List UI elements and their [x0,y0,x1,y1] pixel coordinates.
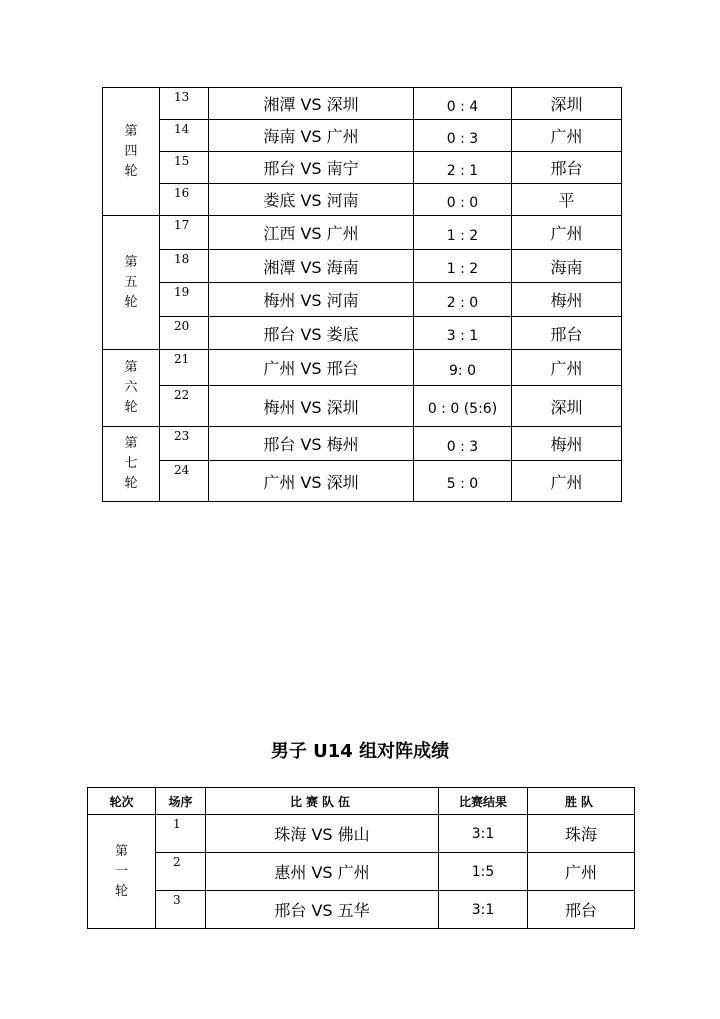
match-number: 16 [160,184,209,216]
match-teams: 广州 VS 深圳 [209,461,414,502]
table-row [103,216,622,250]
match-score: 3:1 [439,891,528,929]
header-round: 轮次 [88,788,156,815]
match-score: 0 : 0 [414,184,512,216]
match-winner: 邢台 [528,891,635,929]
table-row [103,152,622,184]
match-teams: 邢台 VS 五华 [206,891,439,929]
match-score: 1:5 [439,853,528,891]
match-winner: 海南 [512,250,622,283]
header-winner: 胜队 [528,788,635,815]
match-teams: 娄底 VS 河南 [209,184,414,216]
match-score: 2 : 0 [414,283,512,317]
match-teams: 梅州 VS 河南 [209,283,414,317]
match-teams: 梅州 VS 深圳 [209,386,414,427]
match-score: 0 : 3 [414,427,512,461]
bottom-results-table [87,787,635,929]
match-number: 1 [156,815,206,853]
match-number: 22 [160,386,209,427]
match-winner: 深圳 [512,88,622,120]
table-row [103,88,622,120]
round-cell [103,427,160,502]
table-row [103,250,622,283]
match-score: 5 : 0 [414,461,512,502]
round-cell [88,815,156,929]
table-row [103,461,622,502]
match-number: 17 [160,216,209,250]
match-number: 21 [160,350,209,386]
table-row [88,815,635,853]
match-score: 2 : 1 [414,152,512,184]
match-teams: 海南 VS 广州 [209,120,414,152]
match-winner: 平 [512,184,622,216]
round-label: 第一轮 [114,843,128,899]
match-teams: 惠州 VS 广州 [206,853,439,891]
round-label: 第六轮 [124,360,138,415]
match-winner: 深圳 [512,386,622,427]
match-number: 23 [160,427,209,461]
match-winner: 梅州 [512,427,622,461]
match-number: 3 [156,891,206,929]
match-winner: 梅州 [512,283,622,317]
match-winner: 广州 [528,853,635,891]
table-header-row [88,788,635,815]
match-winner: 广州 [512,216,622,250]
table-row [103,120,622,152]
table-row [103,427,622,461]
match-winner: 广州 [512,120,622,152]
match-score: 3:1 [439,815,528,853]
header-teams: 比赛队伍 [206,788,439,815]
match-winner: 邢台 [512,152,622,184]
match-number: 19 [160,283,209,317]
match-number: 20 [160,317,209,350]
match-winner: 广州 [512,350,622,386]
match-number: 13 [160,88,209,120]
round-label: 第七轮 [124,436,138,491]
round-cell [103,350,160,427]
match-teams: 邢台 VS 梅州 [209,427,414,461]
section-title: 男子 U14 组对阵成绩 [270,741,450,762]
match-number: 24 [160,461,209,502]
table-row [103,350,622,386]
header-no: 场序 [156,788,206,815]
match-teams: 邢台 VS 南宁 [209,152,414,184]
match-teams: 邢台 VS 娄底 [209,317,414,350]
match-number: 18 [160,250,209,283]
match-teams: 广州 VS 邢台 [209,350,414,386]
match-number: 14 [160,120,209,152]
match-teams: 湘潭 VS 海南 [209,250,414,283]
match-number: 2 [156,853,206,891]
match-score: 1 : 2 [414,250,512,283]
match-score: 1 : 2 [414,216,512,250]
match-score: 0 : 3 [414,120,512,152]
match-score: 9: 0 [414,350,512,386]
table-row [88,853,635,891]
match-teams: 珠海 VS 佛山 [206,815,439,853]
table-row [103,283,622,317]
match-winner: 广州 [512,461,622,502]
match-teams: 湘潭 VS 深圳 [209,88,414,120]
match-winner: 邢台 [512,317,622,350]
round-label: 第四轮 [124,123,138,179]
match-number: 15 [160,152,209,184]
match-score: 0 : 4 [414,88,512,120]
table-row [103,386,622,427]
top-results-table [102,87,622,502]
header-score: 比赛结果 [439,788,528,815]
table-row [103,184,622,216]
match-score: 0 : 0 (5:6) [414,386,512,427]
round-label: 第五轮 [124,254,138,310]
table-row [88,891,635,929]
round-cell [103,88,160,216]
match-winner: 珠海 [528,815,635,853]
match-teams: 江西 VS 广州 [209,216,414,250]
round-cell [103,216,160,350]
match-score: 3 : 1 [414,317,512,350]
table-row [103,317,622,350]
